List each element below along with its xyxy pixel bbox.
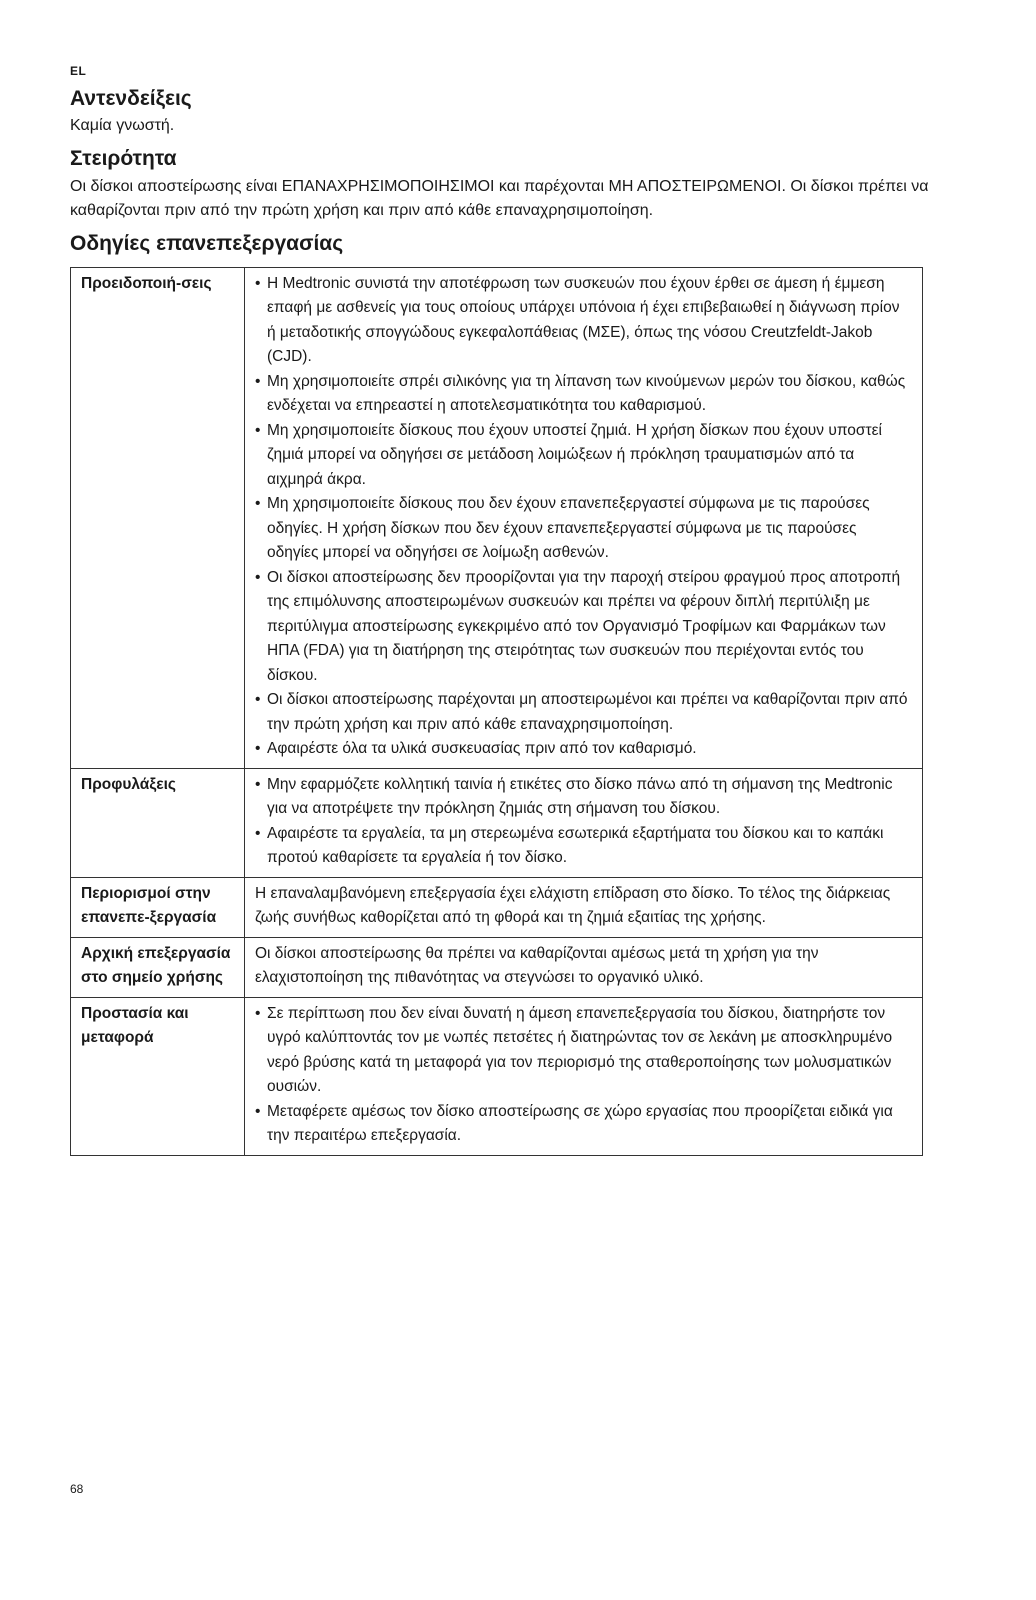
list-item: • Μη χρησιμοποιείτε δίσκους που έχουν υποστεί ζημιά. Η χρήση δίσκων που έχουν υποστεί ζημιά μπορεί να οδηγήσει σε μετάδοση λοιμώξεων ή πρόκληση τραυματισμών από τα αιχμηρά άκρα. (255, 419, 912, 493)
list-item: • Μη χρησιμοποιείτε σπρέι σιλικόνης για τη λίπανση των κινούμενων μερών του δίσκου, καθώς ενδέχεται να επηρεαστεί η αποτελεσματικότητα του καθαρισμού. (255, 370, 912, 419)
section-heading-sterility: Στειρότητα (70, 147, 177, 171)
section-text-contraindications: Καμία γνωστή. (70, 117, 175, 135)
language-tag: EL (70, 64, 87, 78)
section-heading-contraindications: Αντενδείξεις (70, 87, 192, 110)
list-item: • Αφαιρέστε τα εργαλεία, τα μη στερεωμένα εσωτερικά εξαρτήματα του δίσκου και το καπάκι προτού καθαρίσετε τα εργαλεία ή τον δίσκο. (255, 822, 912, 871)
warnings-list (255, 272, 912, 762)
row-content-warnings (245, 267, 923, 768)
list-item: • Οι δίσκοι αποστείρωσης δεν προορίζονται για την παροχή στείρου φραγμού προς αποτροπή της επιμόλυνσης αποστειρωμένων συσκευών και πρέπει να φέρουν διπλή περιτύλιξη με περιτύλιγμα αποστείρωσης εγκεκριμένο από τον Οργανισμό Τροφίμων και Φαρμάκων των ΗΠΑ (FDA) για τη διατήρηση της στειρότητας των συσκευών που περιέχονται εντός του δίσκου. (255, 566, 912, 689)
list-item: • Η Medtronic συνιστά την αποτέφρωση των συσκευών που έχουν έρθει σε άμεση ή έμμεση επαφή με ασθενείς για τους οποίους υπάρχει υπόνοια ή έχει επιβεβαιωθεί η διάγνωση πρίον ή μεταδοτικής σπογγώδους εγκεφαλοπάθειας (ΜΣΕ), όπως της νόσου Creutzfeldt-Jakob (CJD). (255, 272, 912, 370)
list-item: • Μη χρησιμοποιείτε δίσκους που δεν έχουν επανεπεξεργαστεί σύμφωνα με τις παρούσες οδηγίες. Η χρήση δίσκων που δεν έχουν επανεπεξεργαστεί σύμφωνα με τις παρούσες οδηγίες μπορεί να οδηγήσει σε λοίμωξη ασθενών. (255, 492, 912, 566)
row-label-containment-transport: Προστασία και μεταφορά (71, 997, 245, 1155)
row-content-limitations: Η επαναλαμβανόμενη επεξεργασία έχει ελάχιστη επίδραση στο δίσκο. Το τέλος της διάρκειας ζωής συνήθως καθορίζεται από τη φθορά και τη ζημιά εξαιτίας της χρήσης. (245, 877, 923, 937)
containment-list (255, 1002, 912, 1149)
list-item: • Αφαιρέστε όλα τα υλικά συσκευασίας πριν από τον καθαρισμό. (255, 737, 912, 762)
page-number: 68 (70, 1482, 84, 1496)
table-row-warnings (71, 267, 923, 768)
list-item: • Οι δίσκοι αποστείρωσης παρέχονται μη αποστειρωμένοι και πρέπει να καθαρίζονται πριν από την πρώτη χρήση και πριν από κάθε επαναχρησιμοποίηση. (255, 688, 912, 737)
table-row-initial-treatment (71, 937, 923, 997)
table-row-limitations (71, 877, 923, 937)
list-item: • Μεταφέρετε αμέσως τον δίσκο αποστείρωσης σε χώρο εργασίας που προορίζεται ειδικά για την περαιτέρω επεξεργασία. (255, 1100, 912, 1149)
row-content-containment-transport (245, 997, 923, 1155)
section-heading-reprocessing: Οδηγίες επανεπεξεργασίας (70, 231, 344, 255)
reprocessing-table (70, 267, 923, 1156)
list-item: • Σε περίπτωση που δεν είναι δυνατή η άμεση επανεπεξεργασία του δίσκου, διατηρήστε τον υγρό καλύπτοντάς τον με νωπές πετσέτες ή διατηρώντας τον σε λεκάνη με αποσκληρυμένο νερό βρύσης κατά τη μεταφορά για τον περιορισμό της σταθεροποίησης των μολυσματικών ουσιών. (255, 1002, 912, 1100)
row-content-initial-treatment: Οι δίσκοι αποστείρωσης θα πρέπει να καθαρίζονται αμέσως μετά τη χρήση για την ελαχιστοποίηση της πιθανότητας να στεγνώσει το οργανικό υλικό. (245, 937, 923, 997)
table-row-precautions (71, 768, 923, 877)
table-row-containment-transport (71, 997, 923, 1155)
section-text-sterility: Οι δίσκοι αποστείρωσης είναι ΕΠΑΝΑΧΡΗΣΙΜΟΠΟΙΗΣΙΜΟΙ και παρέχονται ΜΗ ΑΠΟΣΤΕΙΡΩΜΕΝΟΙ. Οι δίσκοι πρέπει να καθαρίζονται πριν από την πρώτη χρήση και πριν από κάθε επαναχρησιμοποίηση. (70, 177, 929, 219)
row-label-limitations: Περιορισμοί στην επανεπε-ξεργασία (71, 877, 245, 937)
list-item: • Μην εφαρμόζετε κολλητική ταινία ή ετικέτες στο δίσκο πάνω από τη σήμανση της Medtronic για να αποτρέψετε την πρόκληση ζημιάς στη σήμανση του δίσκου. (255, 773, 912, 822)
row-label-precautions: Προφυλάξεις (71, 768, 245, 877)
row-label-warnings: Προειδοποιή-σεις (71, 267, 245, 768)
precautions-list (255, 773, 912, 871)
document-page (70, 64, 930, 1156)
row-label-initial-treatment: Αρχική επεξεργασία στο σημείο χρήσης (71, 937, 245, 997)
row-content-precautions (245, 768, 923, 877)
